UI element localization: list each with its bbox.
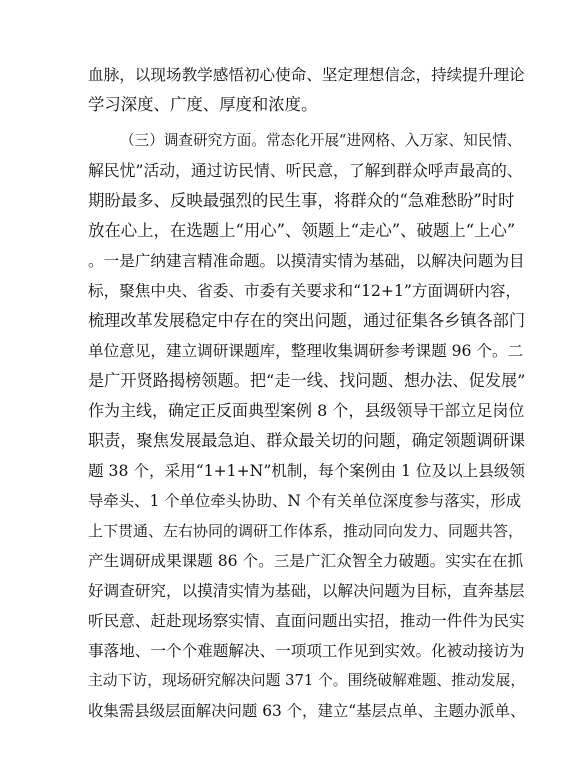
text-line: 上下贯通、左右协同的调研工作体系，推动同向发力、同题共答， <box>88 522 524 540</box>
text-line: 职责，聚焦发展最急迫、群众最关切的问题，确定领题调研课 <box>88 431 526 450</box>
text-line: 事落地、一个个难题解决、一项项工作见到实效。化被动接访为 <box>88 642 525 660</box>
text-line: 导牵头、1 个单位牵头协助、N 个有关单位深度参与落实，形成 <box>88 492 522 510</box>
text-line: 听民意、赶赴现场察实情、直面问题出实招，推动一件件为民实 <box>88 612 525 630</box>
text-line: 梳理改革发展稳定中存在的突出问题，通过征集各乡镇各部门 <box>88 311 526 330</box>
text-line: 放在心上，在选题上“用心”、领题上“走心”、破题上“上心” <box>88 221 516 240</box>
text-line: 好调查研究，以摸清实情为基础，以解决问题为目标，直奔基层 <box>88 582 525 600</box>
text-line: 题 38 个，采用“1+1+N”机制，每个案例由 1 位及以上县级领 <box>88 462 526 480</box>
text-line: 解民忧”活动，通过访民情、听民意，了解到群众呼声最高的、 <box>88 161 523 180</box>
text-line: 产生调研成果课题 86 个。三是广汇众智全力破题。实实在在抓 <box>88 552 524 570</box>
text-line: 收集需县级层面解决问题 63 个，建立“基层点单、主题办派单、 <box>88 702 526 720</box>
text-line: 标，聚焦中央、省委、市委有关要求和“12+1”方面调研内容， <box>88 282 522 300</box>
text-line: 单位意见，建立调研课题库，整理收集调研参考课题 96 个。二 <box>88 342 524 360</box>
text-line: 是广开贤路揭榜领题。把“走一线、找问题、想办法、促发展” <box>88 371 526 390</box>
text-line: 学习深度、广度、厚度和浓度。 <box>88 95 318 114</box>
text-line: 主动下访，现场研究解决问题 371 个。围绕破解难题、推动发展， <box>88 672 526 689</box>
text-line: 。一是广纳建言精准命题。以摸清实情为基础，以解决问题为目 <box>88 252 525 270</box>
text-line: 血脉，以现场教学感悟初心使命、坚定理想信念，持续提升理论 <box>88 66 525 84</box>
text-line: 作为主线，确定正反面典型案例 8 个，县级领导干部立足岗位 <box>88 401 525 420</box>
text-line: 期盼最多、反映最强烈的民生事，将群众的“急难愁盼”时时 <box>88 191 515 210</box>
document-body <box>88 60 526 726</box>
text-line: （三）调查研究方面。常态化开展“进网格、入万家、知民情、 <box>120 132 522 149</box>
